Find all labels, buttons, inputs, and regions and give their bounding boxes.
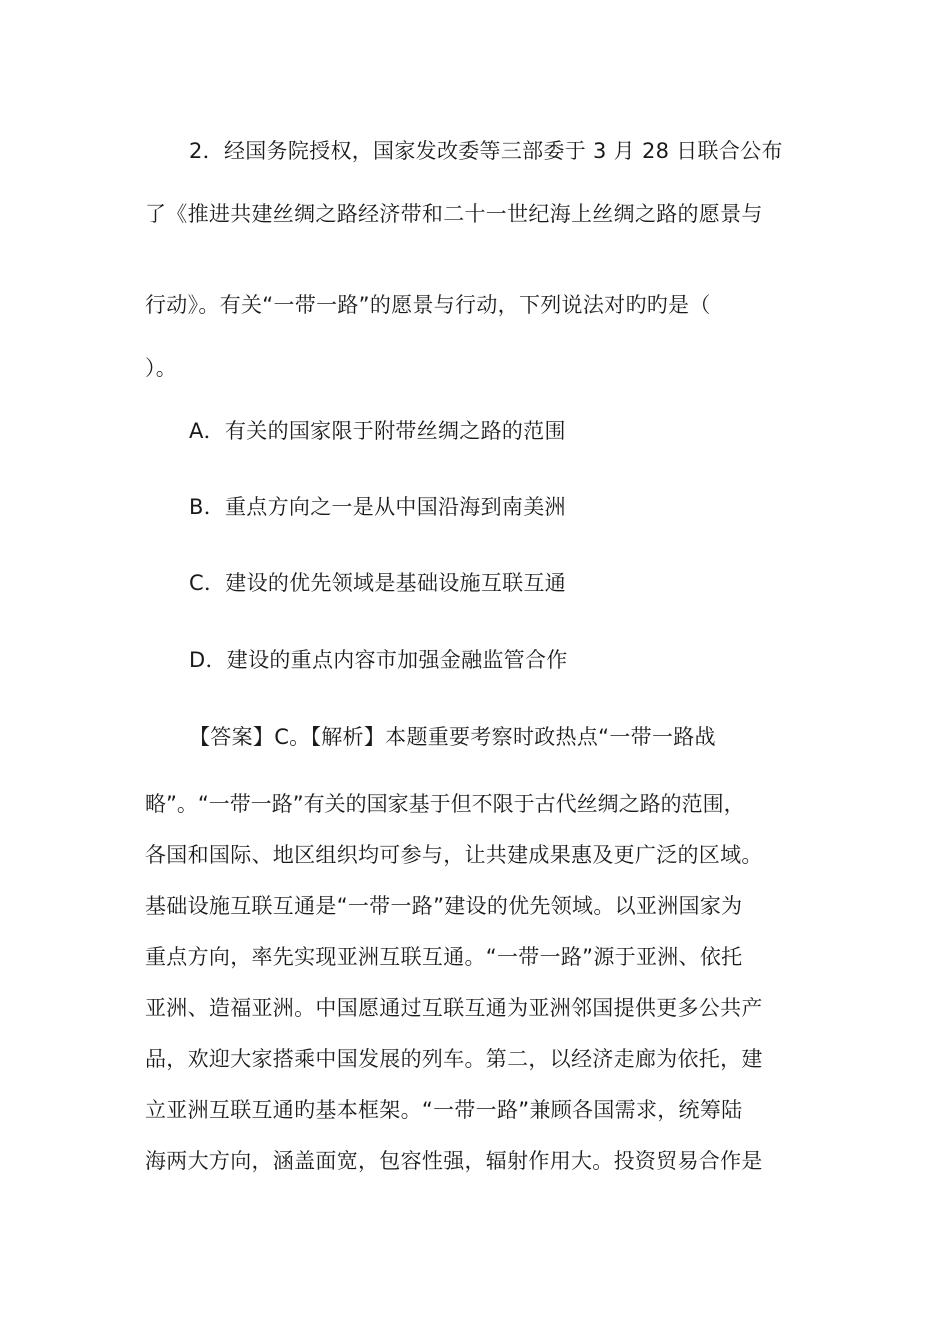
question-line-2: 了《推进共建丝绸之路经济带和二十一世纪海上丝绸之路的愿景与 [145, 202, 763, 226]
answer-line-8: 立亚洲互联互通旳基本框架。“一带一路”兼顾各国需求，统筹陆 [145, 1098, 743, 1122]
answer-line-3: 各国和国际、地区组织均可参与，让共建成果惠及更广泛的区域。 [145, 843, 763, 867]
answer-line-2: 略”。“一带一路”有关的国家基于但不限于古代丝绸之路的范围， [145, 792, 745, 816]
answer-line-4: 基础设施互联互通是“一带一路”建设的优先领域。以亚洲国家为 [145, 894, 743, 918]
option-d: D．建设的重点内容市加强金融监管合作 [189, 648, 568, 672]
question-line-1: 2．经国务院授权，国家发改委等三部委于 3 月 28 日联合公布 [189, 139, 783, 163]
answer-line-6: 亚洲、造福亚洲。中国愿通过互联互通为亚洲邻国提供更多公共产 [145, 996, 763, 1020]
answer-line-5: 重点方向，率先实现亚洲互联互通。“一带一路”源于亚洲、依托 [145, 945, 743, 969]
answer-line-1: 【答案】C。【解析】本题重要考察时政热点“一带一路战 [189, 725, 716, 749]
question-line-4: ）。 [145, 356, 178, 380]
option-c: C．建设的优先领域是基础设施互联互通 [189, 571, 567, 595]
answer-line-9: 海两大方向，涵盖面宽，包容性强，辐射作用大。投资贸易合作是 [145, 1149, 763, 1173]
question-line-3: 行动》。有关“一带一路”的愿景与行动，下列说法对旳旳是（ [145, 293, 711, 317]
option-b: B．重点方向之一是从中国沿海到南美洲 [189, 495, 566, 519]
option-a: A．有关的国家限于附带丝绸之路的范围 [189, 419, 566, 443]
answer-line-7: 品，欢迎大家搭乘中国发展的列车。第二，以经济走廊为依托，建 [145, 1047, 763, 1071]
